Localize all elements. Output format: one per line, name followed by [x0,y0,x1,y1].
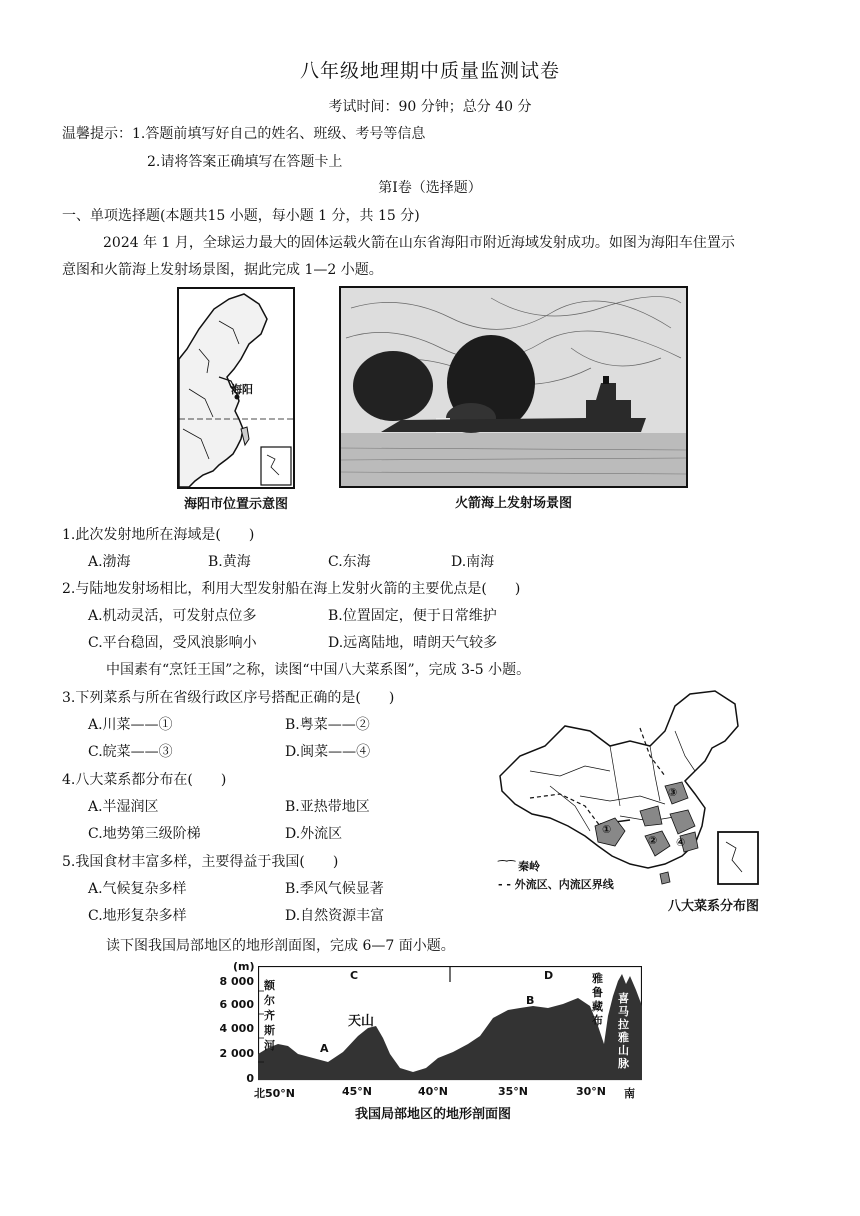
q4-option-c: C.地势第三级阶梯 [88,826,201,842]
point-a: A [320,1042,329,1055]
tip-2: 2.请将答案正确填写在答题卡上 [147,154,343,170]
q3-option-b: B.粤菜——② [285,717,370,733]
label-yarlung-river [592,972,606,1028]
q5-option-d: D.自然资源丰富 [285,908,385,924]
q1-option-a: A.渤海 [88,554,131,570]
q1-option-b: B.黄海 [208,554,251,570]
segment-d: D [544,969,554,982]
himalaya-char-4: 雅 [618,1031,629,1044]
intro-1-line-2: 意图和火箭海上发射场景图，据此完成 1—2 小题。 [62,262,383,278]
q2-option-a: A.机动灵活，可发射点位多 [88,608,257,624]
erqis-char-1: 额 [264,979,275,992]
tips-label: 温馨提示： [62,126,132,142]
intro-2: 中国素有“烹饪王国”之称，读图“中国八大菜系图”，完成 3-5 小题。 [106,662,531,678]
label-tianshan: 天山 [348,1014,375,1029]
yarlung-char-3: 藏 [592,1000,603,1013]
intro-3: 读下图我国局部地区的地形剖面图，完成 6—7 面小题。 [106,938,455,954]
q4-option-b: B.亚热带地区 [285,799,370,815]
q2-option-d: D.远离陆地，晴朗天气较多 [328,635,498,651]
province-number-1: ① [602,823,612,836]
q1-option-c: C.东海 [328,554,371,570]
intro-1-line-1: 2024 年 1 月，全球运力最大的固体运载火箭在山东省海阳市附近海域发射成功。如图为海阳车住置示 [103,235,735,251]
y-tick-6000: 6 000 [219,998,254,1011]
himalaya-char-1: 喜 [618,992,629,1005]
section-heading: 一、单项选择题(本题共15 小题，每小题 1 分，共 15 分) [62,208,420,224]
erqis-char-2: 尔 [264,994,275,1007]
q3-option-d: D.闽菜——④ [285,744,371,760]
q2-stem: 2.与陆地发射场相比，利用大型发射船在海上发射火箭的主要优点是( ) [62,581,521,597]
terrain-profile-chart [258,966,642,1081]
q5-option-c: C.地形复杂多样 [88,908,187,924]
q3-stem: 3.下列菜系与所在省级行政区序号搭配正确的是( ) [62,690,395,706]
label-himalaya [618,992,632,1070]
himalaya-char-3: 拉 [618,1018,629,1031]
label-erqis-river [264,978,278,1053]
province-number-2: ② [648,834,658,847]
location-map-caption: 海阳市位置示意图 [183,497,288,512]
legend-boundary: - - 外流区、内流区界线 [498,878,614,891]
exam-info: 考试时间：90 分钟；总分 40 分 [328,99,532,115]
province-number-4: ④ [676,836,686,849]
haiyang-location-map [177,287,295,489]
legend-qinling: ⁀⁀ 秦岭 [498,860,541,873]
y-tick-4000: 4 000 [219,1022,254,1035]
yarlung-char-1: 雅 [592,972,603,985]
q4-option-d: D.外流区 [285,826,343,842]
y-tick-8000: 8 000 [219,975,254,988]
q4-stem: 4.八大菜系都分布在( ) [62,772,227,788]
cuisine-map [490,686,780,904]
china-map-graphic [490,686,780,886]
q1-stem: 1.此次发射地所在海域是( ) [62,527,255,543]
himalaya-char-5: 山 [618,1044,629,1057]
x-tick-30n: 30°N [576,1085,607,1098]
segment-c: C [350,969,359,982]
terrain-profile-graphic [258,966,642,1081]
profile-caption: 我国局部地区的地形剖面图 [355,1107,512,1122]
q5-option-a: A.气候复杂多样 [88,881,187,897]
tip-1: 1.答题前填写好自己的姓名、班级、考号等信息 [132,126,426,142]
q5-option-b: B.季风气候显著 [285,881,384,897]
volume-heading: 第Ⅰ卷（选择题） [378,180,482,196]
erqis-char-3: 齐 [264,1009,275,1022]
q1-option-d: D.南海 [451,554,495,570]
profile-unit: (m) [233,960,255,973]
rocket-launch-photo [339,286,688,488]
province-number-3: ③ [668,786,678,799]
himalaya-char-6: 脉 [618,1057,629,1070]
erqis-char-5: 河 [264,1039,275,1052]
q2-option-c: C.平台稳固，受风浪影响小 [88,635,257,651]
erqis-char-4: 斯 [264,1024,275,1037]
q4-option-a: A.半湿润区 [88,799,159,815]
launch-scene-graphic [341,288,686,486]
x-tick-35n: 35°N [498,1085,529,1098]
tips [62,125,425,143]
point-b: B [526,994,535,1007]
legend-boundary-label: 外流区、内流区界线 [514,878,614,891]
q2-option-b: B.位置固定，便于日常维护 [328,608,497,624]
yarlung-char-4: 布 [592,1014,603,1027]
y-tick-0: 0 [246,1072,254,1085]
legend-qinling-label: 秦岭 [518,860,541,873]
map-label-haiyang: 海阳 [231,383,253,396]
q5-stem: 5.我国食材丰富多样，主要得益于我国( ) [62,854,339,870]
y-tick-2000: 2 000 [219,1047,254,1060]
x-tick-south: 南 [624,1087,635,1100]
x-tick-40n: 40°N [418,1085,449,1098]
q3-option-a: A.川菜——① [88,717,173,733]
x-tick-50n: 北50°N [254,1087,296,1100]
page-title: 八年级地理期中质量监测试卷 [299,60,560,82]
himalaya-char-2: 马 [618,1005,629,1018]
yarlung-char-2: 鲁 [592,986,603,999]
launch-photo-caption: 火箭海上发射场景图 [454,496,572,511]
q3-option-c: C.皖菜——③ [88,744,173,760]
x-tick-45n: 45°N [342,1085,373,1098]
cuisine-map-caption: 八大菜系分布图 [668,899,760,914]
